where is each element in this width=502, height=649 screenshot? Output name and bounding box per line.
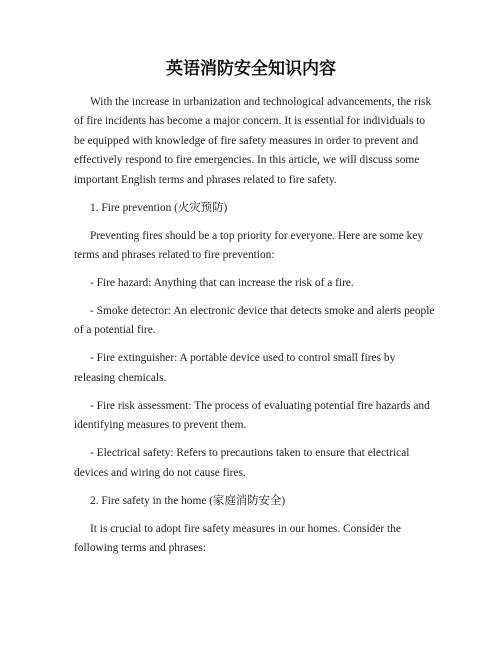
document-title: 英语消防安全知识内容 — [166, 59, 336, 79]
section-heading-home-safety: 2. Fire safety in the home (家庭消防安全) — [90, 494, 286, 507]
intro-paragraph: With the increase in urbanization and technological advancements, the risk of fire incidents has become a major concern. It is essential for individuals to be equipped with knowledge of fire safety measures in order to prevent and effectively respond to fire emergencies. In this article, we will discuss some important English terms and phrases related to fire safety. — [74, 96, 432, 186]
list-item-fire-extinguisher: - Fire extinguisher: A portable device used to control small fires by releasing chemicals. — [74, 352, 396, 384]
home-safety-intro: It is crucial to adopt fire safety measures in our homes. Consider the following terms and phrases: — [74, 522, 401, 555]
list-item-fire-hazard: - Fire hazard: Anything that can increase the risk of a fire. — [90, 277, 354, 290]
document-body — [74, 93, 436, 567]
list-item-smoke-detector: - Smoke detector: An electronic device that detects smoke and alerts people of a potential fire. — [74, 305, 435, 337]
list-item-electrical-safety: - Electrical safety: Refers to precautions taken to ensure that electrical devices and wiring do not cause fires. — [74, 447, 410, 479]
section-heading-fire-prevention: 1. Fire prevention (火灾预防) — [90, 201, 228, 214]
fire-prevention-intro: Preventing fires should be a top priority for everyone. Here are some key terms and phrases related to fire prevention: — [74, 229, 424, 262]
list-item-fire-risk-assessment: - Fire risk assessment: The process of evaluating potential fire hazards and identifying measures to prevent them. — [74, 399, 430, 432]
